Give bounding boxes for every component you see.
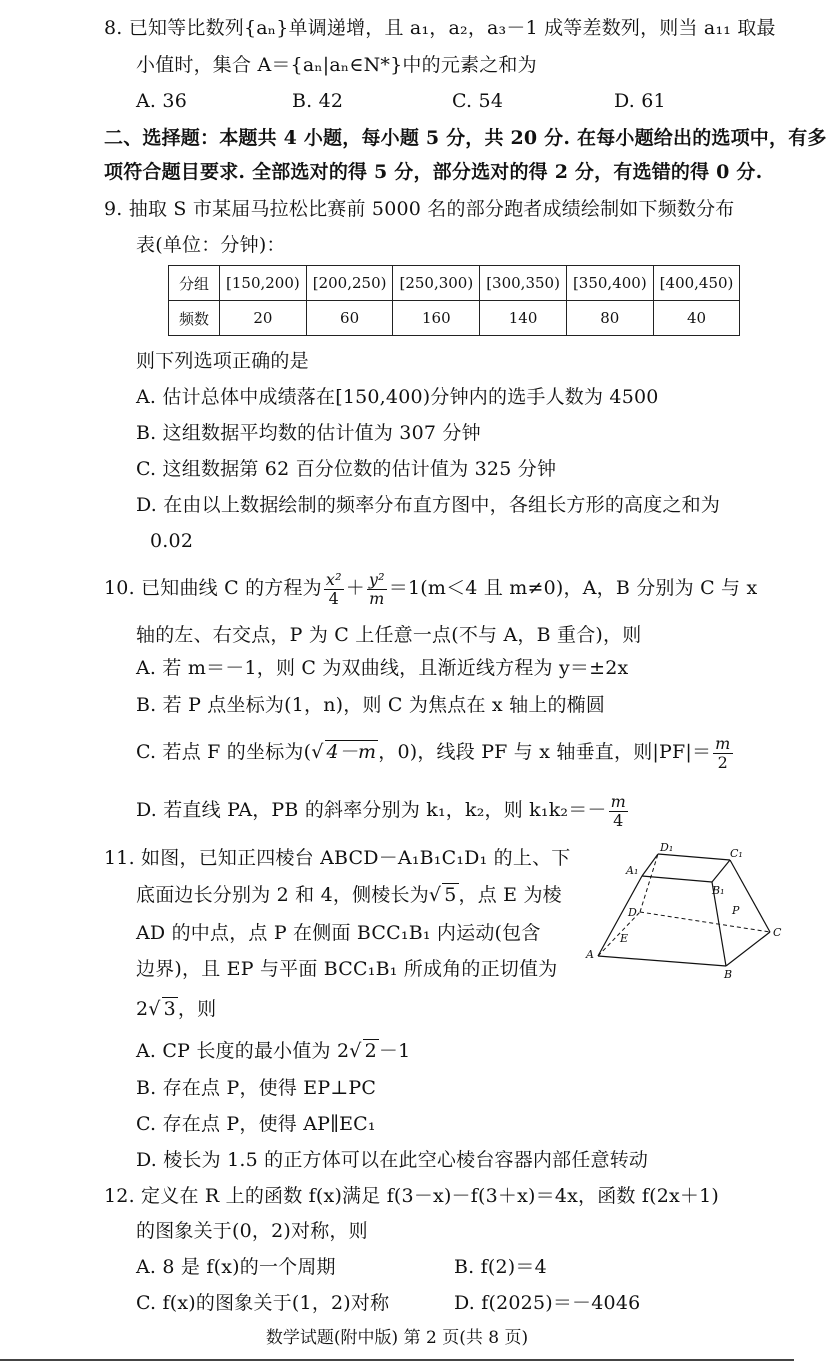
group-cell: [200,250) — [306, 266, 393, 301]
q11-line5-sqrt: 3 — [163, 998, 176, 1020]
q10-fraction-y — [367, 571, 387, 608]
q10-prefix: 10. 已知曲线 C 的方程为 — [104, 577, 322, 599]
count-cell: 20 — [220, 301, 307, 336]
q11-a-prefix: A. CP 长度的最小值为 2 — [136, 1040, 350, 1062]
q12-option-d: D. f(2025)＝－4046 — [454, 1292, 641, 1314]
q12-line1: 12. 定义在 R 上的函数 f(x)满足 f(3－x)－f(3＋x)＝4x，函数 f(2x＋1) — [104, 1185, 720, 1207]
q12-option-a: A. 8 是 f(x)的一个周期 — [136, 1256, 336, 1278]
q9-line1: 9. 抽取 S 市某届马拉松比赛前 5000 名的部分跑者成绩绘制如下频数分布 — [104, 198, 735, 220]
count-cell: 160 — [393, 301, 480, 336]
q11-line2-suffix: ，点 E 为棱 — [458, 884, 562, 906]
section2-line1: 二、选择题：本题共 4 小题，每小题 5 分，共 20 分. 在每小题给出的选项中，有多 — [104, 127, 827, 149]
q12-line2: 的图象关于(0，2)对称，则 — [136, 1220, 368, 1242]
edge-A1B1 — [642, 876, 712, 882]
label-A1: A₁ — [626, 864, 639, 877]
q11-line4: 边界)，且 EP 与平面 BCC₁B₁ 所成角的正切值为 — [136, 958, 558, 980]
q9-option-d-line2: 0.02 — [150, 530, 194, 552]
label-A: A — [586, 948, 594, 961]
q10-d-fraction — [609, 793, 628, 830]
q10-c-fraction — [713, 735, 732, 772]
q11-line3: AD 的中点，点 P 在侧面 BCC₁B₁ 内运动(包含 — [136, 922, 541, 944]
q11-line2-sqrt: 5 — [444, 884, 457, 906]
q10-option-b: B. 若 P 点坐标为(1，n)，则 C 为焦点在 x 轴上的椭圆 — [136, 694, 606, 716]
frustum-figure — [580, 840, 780, 980]
q8-option-d: D. 61 — [614, 90, 666, 112]
q8-option-b: B. 42 — [292, 90, 344, 112]
q10-option-d — [136, 790, 630, 830]
section2-line2: 项符合题目要求. 全部选对的得 5 分，部分选对的得 2 分，有选错的得 0 分. — [104, 161, 763, 183]
q9-line2: 表(单位：分钟)： — [136, 234, 286, 256]
q8-option-a: A. 36 — [136, 90, 187, 112]
label-B1: B₁ — [712, 884, 725, 897]
label-C1: C₁ — [730, 847, 743, 860]
q12-option-c: C. f(x)的图象关于(1，2)对称 — [136, 1292, 390, 1314]
q10-suffix: ＝1(m＜4 且 m≠0)，A，B 分别为 C 与 x — [388, 577, 758, 599]
fraction-denominator: 4 — [328, 588, 339, 608]
q10-line1 — [104, 568, 757, 608]
q11-line5-prefix: 2 — [136, 998, 149, 1020]
q11-a-suffix: －1 — [378, 1040, 411, 1062]
q11-option-c: C. 存在点 P，使得 AP∥EC₁ — [136, 1113, 376, 1135]
edge-A1D1 — [642, 854, 658, 876]
page-footer: 数学试题(附中版) 第 2 页(共 8 页) — [265, 1328, 529, 1348]
group-cell: [250,300) — [393, 266, 480, 301]
edge-DD1 — [640, 854, 658, 912]
group-cell: [350,400) — [566, 266, 653, 301]
edge-DC — [640, 912, 770, 932]
q10-c-sqrt: 4－m — [326, 741, 377, 763]
q11-a-sqrt: 2 — [364, 1040, 377, 1062]
edge-AB — [598, 956, 726, 966]
q11-line5-suffix: ，则 — [177, 998, 217, 1020]
row-label-count: 频数 — [169, 301, 220, 336]
q9-option-d-line1: D. 在由以上数据绘制的频率分布直方图中，各组长方形的高度之和为 — [136, 494, 721, 516]
q11-option-a: A. CP 长度的最小值为 2√ 2 －1 — [136, 1040, 411, 1062]
label-E: E — [620, 932, 629, 945]
q10-option-c: C. 若点 F 的坐标为(√ 4－m ，0)，线段 PF 与 x 轴垂直，则|PF|＝ $\frac{m}{2}$ — [136, 733, 731, 772]
fraction-denominator: m — [369, 588, 385, 608]
group-cell: [300,350) — [480, 266, 567, 301]
group-cell: [400,450) — [653, 266, 740, 301]
edge-D1C1 — [658, 854, 730, 860]
q8-line2: 小值时，集合 A＝{aₙ|aₙ∈N*}中的元素之和为 — [136, 54, 537, 76]
label-D: D — [628, 906, 637, 919]
fraction-denominator: 2 — [717, 752, 729, 772]
fraction-numerator: m — [610, 791, 626, 811]
q10-fraction-x — [324, 571, 344, 608]
count-cell: 40 — [653, 301, 740, 336]
q10-plus: ＋ — [345, 577, 365, 599]
q10-d-prefix: D. 若直线 PA，PB 的斜率分别为 k₁，k₂，则 k₁k₂＝－ — [136, 799, 607, 821]
q10-line2: 轴的左、右交点，P 为 C 上任意一点(不与 A，B 重合)，则 — [136, 624, 642, 646]
q10-c-mid: ，0)，线段 PF 与 x 轴垂直，则|PF|＝ — [378, 741, 712, 763]
q9-option-a: A. 估计总体中成绩落在[150,400)分钟内的选手人数为 4500 — [136, 386, 659, 408]
count-cell: 140 — [480, 301, 567, 336]
fraction-numerator: x² — [325, 569, 342, 589]
fraction-numerator: y² — [368, 569, 385, 589]
bottom-divider — [0, 1359, 794, 1361]
q9-option-b: B. 这组数据平均数的估计值为 307 分钟 — [136, 422, 481, 444]
q11-option-b: B. 存在点 P，使得 EP⊥PC — [136, 1077, 377, 1099]
count-cell: 80 — [566, 301, 653, 336]
q12-option-b: B. f(2)＝4 — [454, 1256, 547, 1278]
label-D1: D₁ — [660, 841, 674, 854]
q11-line2: 底面边长分别为 2 和 4，侧棱长为√ 5 ，点 E 为棱 — [136, 884, 562, 906]
label-C: C — [773, 926, 782, 939]
table-row-groups — [169, 266, 740, 301]
fraction-denominator: 4 — [613, 810, 624, 830]
group-cell: [150,200) — [220, 266, 307, 301]
fraction-numerator: m — [715, 733, 731, 753]
row-label-group: 分组 — [169, 266, 220, 301]
q10-option-a: A. 若 m＝－1，则 C 为双曲线，且渐近线方程为 y＝±2x — [136, 657, 629, 679]
q11-option-d: D. 棱长为 1.5 的正方体可以在此空心棱台容器内部任意转动 — [136, 1149, 649, 1171]
edge-CC1 — [730, 860, 770, 932]
label-B: B — [724, 968, 733, 981]
frequency-table — [168, 265, 740, 336]
q11-line1: 11. 如图，已知正四棱台 ABCD－A₁B₁C₁D₁ 的上、下 — [104, 847, 571, 869]
q8-option-c: C. 54 — [452, 90, 504, 112]
edge-B1C1 — [712, 860, 730, 882]
q11-line5: 2√ 3 ，则 — [136, 998, 217, 1020]
table-row-counts — [169, 301, 740, 336]
q9-stem: 则下列选项正确的是 — [136, 350, 309, 372]
label-P: P — [732, 904, 740, 917]
count-cell: 60 — [306, 301, 393, 336]
q11-line2-prefix: 底面边长分别为 2 和 4，侧棱长为 — [136, 884, 429, 906]
q8-line1: 8. 已知等比数列{aₙ}单调递增，且 a₁，a₂，a₃－1 成等差数列，则当 a₁₁ 取最 — [104, 17, 776, 39]
edge-BC — [726, 932, 770, 966]
q9-option-c: C. 这组数据第 62 百分位数的估计值为 325 分钟 — [136, 458, 557, 480]
q10-c-prefix: C. 若点 F 的坐标为( — [136, 741, 312, 763]
